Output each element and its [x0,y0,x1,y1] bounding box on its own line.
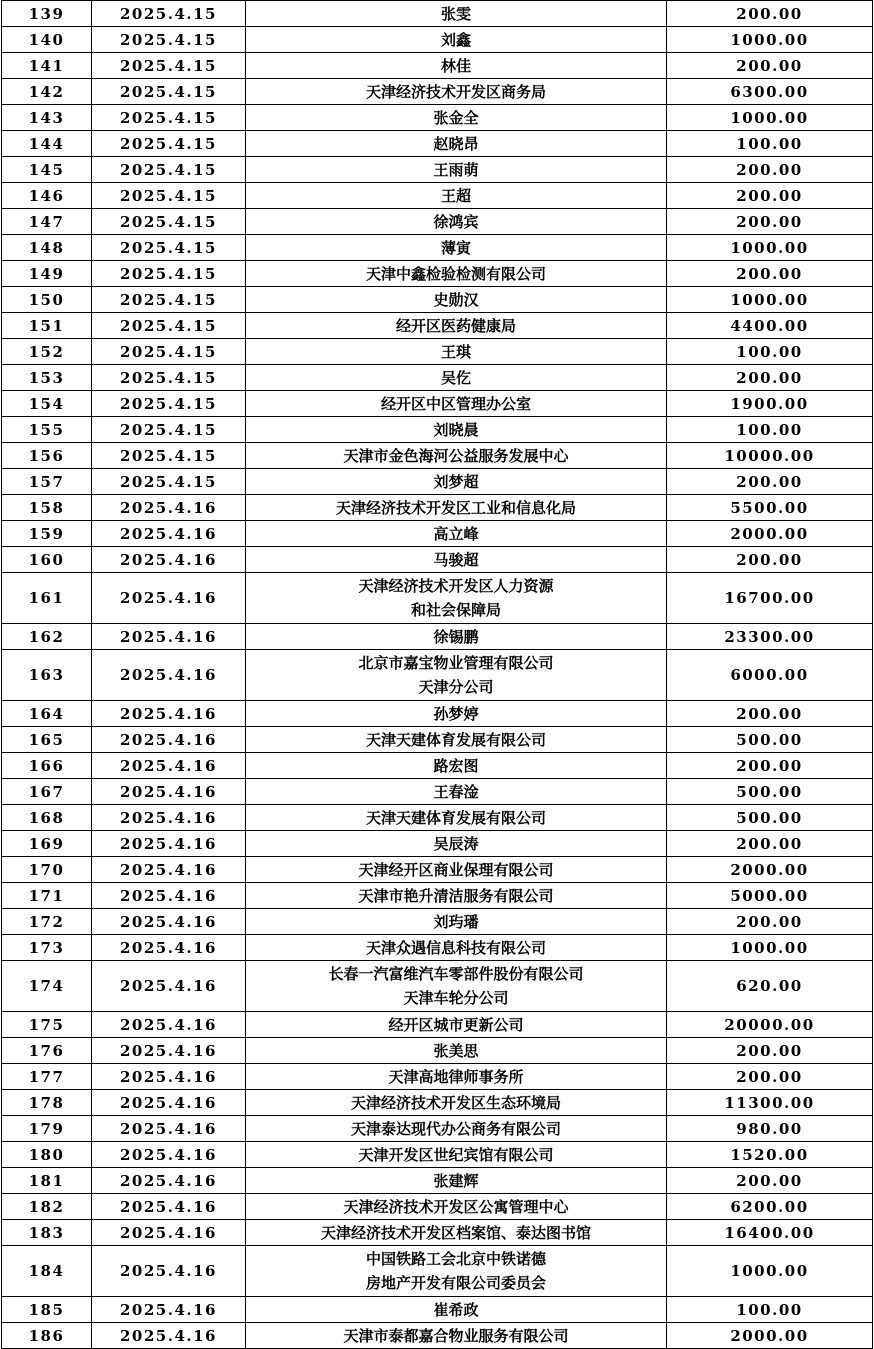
donation-date: 2025.4.16 [92,1012,246,1038]
donation-date: 2025.4.15 [92,313,246,339]
donor-name-line: 经开区中区管理办公室 [380,394,531,413]
donation-date: 2025.4.16 [92,624,246,650]
table-row [2,547,873,573]
row-number: 179 [2,1116,92,1142]
row-number: 182 [2,1194,92,1220]
donor-name-line: 北京市嘉宝物业管理有限公司 [358,654,554,672]
table-row [2,443,873,469]
donor-name [246,313,667,339]
donation-amount: 200.00 [667,753,873,779]
donation-amount: 100.00 [667,131,873,157]
row-number: 171 [2,883,92,909]
donor-name [246,547,667,573]
donor-name-line: 天津中鑫检验检测有限公司 [365,264,546,283]
row-number: 153 [2,365,92,391]
donation-date: 2025.4.15 [92,157,246,183]
table-row [2,805,873,831]
row-number: 151 [2,313,92,339]
table-row [2,1038,873,1064]
table-row [2,753,873,779]
donation-amount: 200.00 [667,261,873,287]
donor-name [246,779,667,805]
table-row [2,624,873,650]
donation-date: 2025.4.16 [92,909,246,935]
donor-name [246,131,667,157]
donor-name-line: 天津市艳升清洁服务有限公司 [358,886,554,905]
donor-name-line: 史勋汉 [433,290,479,309]
table-row [2,183,873,209]
donor-name [246,521,667,547]
donor-name [246,105,667,131]
donor-name-line: 天津市泰都嘉合物业服务有限公司 [343,1326,569,1345]
donation-amount: 100.00 [667,417,873,443]
donor-name-line: 天津经济技术开发区生态环境局 [350,1093,561,1112]
donation-date: 2025.4.16 [92,573,246,624]
donation-amount: 2000.00 [667,857,873,883]
table-row [2,650,873,701]
donation-amount: 1000.00 [667,1246,873,1297]
donation-date: 2025.4.16 [92,805,246,831]
donation-amount: 4400.00 [667,313,873,339]
donor-name-line: 崔希政 [433,1300,479,1319]
donor-name [246,1220,667,1246]
row-number: 185 [2,1297,92,1323]
donation-date: 2025.4.15 [92,443,246,469]
table-row [2,157,873,183]
donor-name [246,1142,667,1168]
row-number: 160 [2,547,92,573]
donor-name-line: 天津开发区世纪宾馆有限公司 [358,1145,554,1164]
donor-name [246,79,667,105]
row-number: 144 [2,131,92,157]
donor-name [246,1038,667,1064]
donor-name [246,1116,667,1142]
donation-amount: 16400.00 [667,1220,873,1246]
donation-date: 2025.4.15 [92,417,246,443]
donation-date: 2025.4.16 [92,753,246,779]
table-row [2,209,873,235]
donor-name-line: 天津众遇信息科技有限公司 [365,938,546,957]
donor-name-line: 天津经济技术开发区商务局 [365,82,546,101]
donor-name [246,209,667,235]
donation-amount: 200.00 [667,365,873,391]
donation-date: 2025.4.15 [92,391,246,417]
donor-name [246,469,667,495]
donation-amount: 2000.00 [667,521,873,547]
donor-name-line: 天津经济技术开发区公寓管理中心 [343,1197,569,1216]
donation-date: 2025.4.16 [92,779,246,805]
donor-name [246,417,667,443]
donor-name-line: 张美思 [433,1041,479,1060]
donor-name [246,183,667,209]
row-number: 174 [2,961,92,1012]
row-number: 146 [2,183,92,209]
row-number: 178 [2,1090,92,1116]
donor-name [246,261,667,287]
donation-date: 2025.4.16 [92,1168,246,1194]
donor-name-line: 徐鸿宾 [433,212,479,231]
row-number: 186 [2,1323,92,1349]
row-number: 183 [2,1220,92,1246]
donor-name-line: 张金全 [433,108,479,127]
row-number: 165 [2,727,92,753]
table-row [2,235,873,261]
donor-name [246,1090,667,1116]
donation-date: 2025.4.15 [92,1,246,27]
table-row [2,1323,873,1349]
donation-amount: 200.00 [667,53,873,79]
donation-date: 2025.4.16 [92,727,246,753]
donor-name-line: 刘鑫 [440,30,471,49]
donor-name-line: 经开区医药健康局 [395,316,516,335]
row-number: 169 [2,831,92,857]
donor-name-line: 刘梦超 [433,472,479,491]
row-number: 184 [2,1246,92,1297]
row-number: 154 [2,391,92,417]
donor-name [246,701,667,727]
donation-date: 2025.4.15 [92,105,246,131]
donation-amount: 200.00 [667,1168,873,1194]
row-number: 152 [2,339,92,365]
donor-name [246,805,667,831]
donation-amount: 200.00 [667,469,873,495]
donation-amount: 100.00 [667,339,873,365]
donation-date: 2025.4.16 [92,857,246,883]
table-row [2,131,873,157]
donation-date: 2025.4.16 [92,1064,246,1090]
donation-date: 2025.4.16 [92,935,246,961]
donation-amount: 200.00 [667,909,873,935]
donation-date: 2025.4.16 [92,521,246,547]
row-number: 139 [2,1,92,27]
donation-amount: 1000.00 [667,935,873,961]
table-row [2,883,873,909]
donation-amount: 500.00 [667,727,873,753]
donation-amount: 200.00 [667,157,873,183]
row-number: 161 [2,573,92,624]
donation-date: 2025.4.16 [92,1142,246,1168]
donor-name-line: 天津经济技术开发区工业和信息化局 [335,498,576,517]
donor-name-line: 天津泰达现代办公商务有限公司 [350,1119,561,1138]
donor-name-line: 路宏图 [433,756,479,775]
row-number: 140 [2,27,92,53]
table-row [2,1,873,27]
table-row [2,961,873,1012]
donation-date: 2025.4.15 [92,469,246,495]
row-number: 164 [2,701,92,727]
donor-name-line: 长春一汽富维汽车零部件股份有限公司 [328,965,584,983]
table-row [2,1142,873,1168]
row-number: 142 [2,79,92,105]
donation-amount: 16700.00 [667,573,873,624]
row-number: 172 [2,909,92,935]
donation-date: 2025.4.16 [92,1323,246,1349]
table-row [2,287,873,313]
table-row [2,935,873,961]
donation-date: 2025.4.16 [92,547,246,573]
donation-date: 2025.4.16 [92,1194,246,1220]
row-number: 173 [2,935,92,961]
row-number: 159 [2,521,92,547]
donation-amount: 1000.00 [667,287,873,313]
table-row [2,391,873,417]
table-row [2,105,873,131]
donor-name-line: 高立峰 [433,524,479,543]
row-number: 157 [2,469,92,495]
table-row [2,365,873,391]
table-row [2,1116,873,1142]
donor-name-line: 林佳 [440,56,471,75]
donor-name-line: 刘玙璠 [433,912,479,931]
donor-name-line: 天津经济技术开发区人力资源 [358,577,554,595]
donation-table-body [2,1,873,1349]
donation-amount: 1000.00 [667,105,873,131]
donation-date: 2025.4.15 [92,209,246,235]
table-row [2,27,873,53]
table-row [2,701,873,727]
donation-date: 2025.4.15 [92,235,246,261]
donation-amount: 200.00 [667,1064,873,1090]
donor-name [246,391,667,417]
table-row [2,1246,873,1297]
donor-name [246,1012,667,1038]
donor-name-line: 和社会保障局 [410,601,501,619]
donor-name-line: 马骏超 [433,550,479,569]
donor-name [246,857,667,883]
row-number: 177 [2,1064,92,1090]
donor-name-line: 赵晓昂 [433,134,479,153]
donation-date: 2025.4.16 [92,1246,246,1297]
donor-name-line: 天津天建体育发展有限公司 [365,730,546,749]
donation-amount: 5500.00 [667,495,873,521]
row-number: 166 [2,753,92,779]
donation-amount: 6300.00 [667,79,873,105]
donor-name [246,883,667,909]
table-row [2,1168,873,1194]
donation-amount: 500.00 [667,779,873,805]
donation-date: 2025.4.16 [92,650,246,701]
row-number: 168 [2,805,92,831]
donation-amount: 5000.00 [667,883,873,909]
donation-date: 2025.4.15 [92,27,246,53]
table-row [2,495,873,521]
table-row [2,1297,873,1323]
donation-amount: 100.00 [667,1297,873,1323]
donation-amount: 1900.00 [667,391,873,417]
row-number: 170 [2,857,92,883]
donation-amount: 200.00 [667,1,873,27]
donation-amount: 200.00 [667,701,873,727]
donation-date: 2025.4.16 [92,495,246,521]
donor-name [246,909,667,935]
donation-date: 2025.4.16 [92,1220,246,1246]
row-number: 145 [2,157,92,183]
donor-name [246,235,667,261]
donor-name [246,1168,667,1194]
donor-name-line: 天津车轮分公司 [403,989,509,1007]
donation-date: 2025.4.15 [92,287,246,313]
table-row [2,779,873,805]
row-number: 141 [2,53,92,79]
donation-amount: 6200.00 [667,1194,873,1220]
donor-name-line: 王雨萌 [433,160,479,179]
donor-name [246,495,667,521]
table-row [2,909,873,935]
donation-amount: 1520.00 [667,1142,873,1168]
table-row [2,521,873,547]
table-row [2,573,873,624]
donation-date: 2025.4.15 [92,53,246,79]
donation-date: 2025.4.16 [92,883,246,909]
donor-name-line: 孙梦婷 [433,704,479,723]
table-row [2,1064,873,1090]
row-number: 156 [2,443,92,469]
donation-date: 2025.4.16 [92,1116,246,1142]
donation-amount: 6000.00 [667,650,873,701]
donor-name-line: 薄寅 [440,238,471,257]
donation-amount: 10000.00 [667,443,873,469]
donor-name-line: 刘晓晨 [433,420,479,439]
donation-amount: 200.00 [667,831,873,857]
donor-name [246,27,667,53]
donor-name [246,365,667,391]
donor-name [246,961,667,1012]
donation-amount: 1000.00 [667,235,873,261]
donor-name [246,624,667,650]
donor-name-line: 经开区城市更新公司 [388,1015,524,1034]
donor-name-line: 天津分公司 [418,678,494,696]
donor-name-line: 王春淦 [433,782,479,801]
donation-date: 2025.4.16 [92,1090,246,1116]
donor-name [246,1064,667,1090]
donation-amount: 200.00 [667,209,873,235]
donation-date: 2025.4.16 [92,701,246,727]
donor-name [246,53,667,79]
donor-name-line: 王琪 [440,342,471,361]
table-row [2,313,873,339]
donation-date: 2025.4.15 [92,131,246,157]
donor-name [246,650,667,701]
donor-name [246,573,667,624]
row-number: 162 [2,624,92,650]
donor-name [246,753,667,779]
donation-date: 2025.4.16 [92,961,246,1012]
row-number: 163 [2,650,92,701]
row-number: 155 [2,417,92,443]
donor-name-line: 中国铁路工会北京中铁诺德 [365,1250,546,1268]
table-row [2,1012,873,1038]
donation-date: 2025.4.16 [92,1038,246,1064]
donor-name-line: 天津市金色海河公益服务发展中心 [343,446,569,465]
row-number: 181 [2,1168,92,1194]
donor-name-line: 吴仡 [440,368,471,387]
row-number: 148 [2,235,92,261]
row-number: 167 [2,779,92,805]
donation-amount: 20000.00 [667,1012,873,1038]
donation-amount: 23300.00 [667,624,873,650]
table-row [2,79,873,105]
donor-name-line: 张雯 [440,4,471,23]
donation-amount: 200.00 [667,183,873,209]
donor-name-line: 张建辉 [433,1171,479,1190]
table-row [2,53,873,79]
row-number: 150 [2,287,92,313]
donor-name-line: 天津经济技术开发区档案馆、泰达图书馆 [320,1223,591,1242]
table-row [2,261,873,287]
donor-name [246,1194,667,1220]
donation-amount: 11300.00 [667,1090,873,1116]
donation-date: 2025.4.15 [92,79,246,105]
donor-name-line: 吴辰涛 [433,834,479,853]
donor-name [246,1323,667,1349]
donor-name [246,935,667,961]
table-row [2,469,873,495]
donation-date: 2025.4.16 [92,1297,246,1323]
table-row [2,727,873,753]
row-number: 149 [2,261,92,287]
donor-name [246,287,667,313]
donation-amount: 200.00 [667,1038,873,1064]
row-number: 147 [2,209,92,235]
donation-amount: 620.00 [667,961,873,1012]
table-row [2,1220,873,1246]
donor-name [246,727,667,753]
row-number: 176 [2,1038,92,1064]
table-row [2,1090,873,1116]
donor-name-line: 房地产开发有限公司委员会 [365,1274,546,1292]
donor-name [246,443,667,469]
donor-name [246,1,667,27]
donation-date: 2025.4.15 [92,183,246,209]
donation-date: 2025.4.15 [92,365,246,391]
donation-table [1,0,873,1349]
donor-name-line: 王超 [440,186,471,205]
row-number: 180 [2,1142,92,1168]
table-row [2,857,873,883]
donation-date: 2025.4.15 [92,339,246,365]
donor-name [246,157,667,183]
donor-name [246,1297,667,1323]
donor-name [246,339,667,365]
donor-name [246,1246,667,1297]
row-number: 158 [2,495,92,521]
table-row [2,831,873,857]
donation-amount: 500.00 [667,805,873,831]
donation-date: 2025.4.16 [92,831,246,857]
donor-name-line: 天津高地律师事务所 [388,1067,524,1086]
table-row [2,417,873,443]
table-row [2,339,873,365]
donation-amount: 2000.00 [667,1323,873,1349]
row-number: 143 [2,105,92,131]
donation-amount: 980.00 [667,1116,873,1142]
row-number: 175 [2,1012,92,1038]
donation-amount: 200.00 [667,547,873,573]
donor-name-line: 徐锡鹏 [433,627,479,646]
donation-amount: 1000.00 [667,27,873,53]
donor-name-line: 天津经开区商业保理有限公司 [358,860,554,879]
table-row [2,1194,873,1220]
donation-date: 2025.4.15 [92,261,246,287]
donor-name-line: 天津天建体育发展有限公司 [365,808,546,827]
donor-name [246,831,667,857]
